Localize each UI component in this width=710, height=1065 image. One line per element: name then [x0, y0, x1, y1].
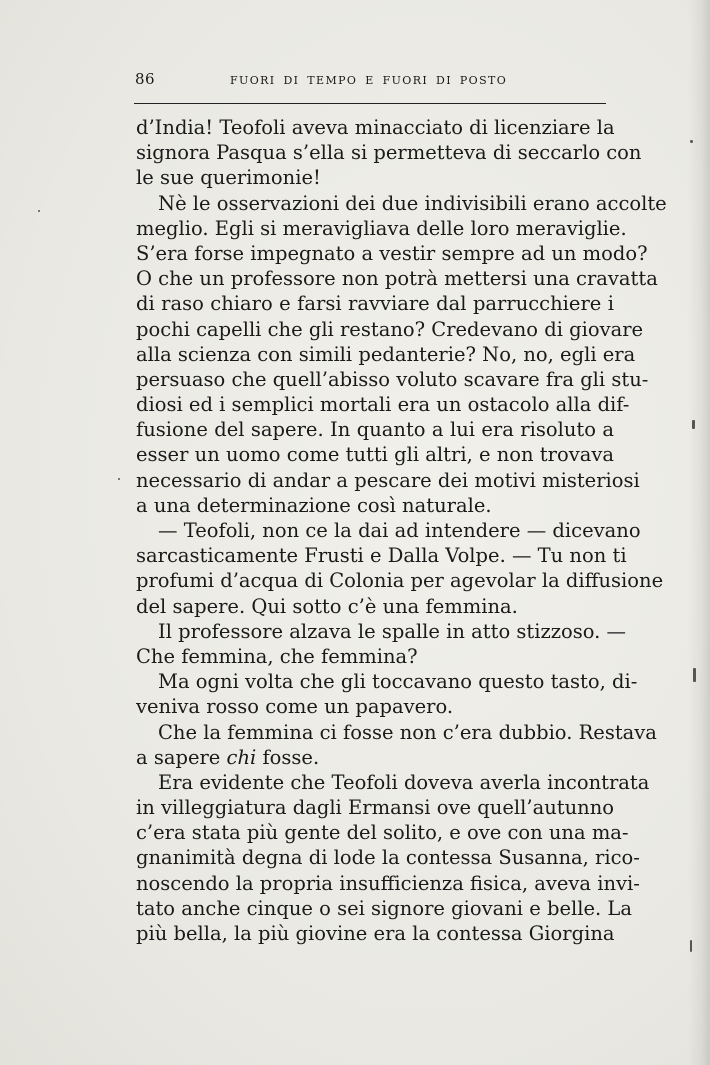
paper-speck: [692, 420, 695, 429]
page-edge-shadow: [688, 0, 710, 1065]
text-line: profumi d’acqua di Colonia per agevolar la diffusione: [136, 569, 664, 593]
text-line: a una determinazione così naturale.: [136, 493, 492, 517]
text-line: [136, 745, 614, 770]
body-text: [136, 115, 667, 946]
text-line: Nè le osservazioni dei due indivisibili erano accolte: [158, 191, 667, 215]
text-line: pochi capelli che gli restano? Credevano di giovare: [136, 317, 644, 341]
page-number: 86: [135, 70, 156, 88]
text-line: persuaso che quell’abisso voluto scavare fra gli stu-: [136, 367, 649, 391]
text-line: — Teofoli, non ce la dai ad intendere — dicevano: [158, 519, 641, 542]
text-line: del sapere. Qui sotto c’è una femmina.: [136, 594, 518, 618]
header-rule: [134, 103, 606, 104]
text-line: Il professore alzava le spalle in atto stizzoso. —: [158, 619, 627, 643]
paper-speck: [690, 940, 692, 952]
text-fragment: fosse.: [256, 745, 320, 769]
text-fragment: a sapere: [136, 745, 227, 769]
text-line: più bella, la più giovine era la contessa Giorgina: [136, 922, 615, 945]
text-line: c’era stata più gente del solito, e ove con una ma-: [136, 821, 629, 845]
text-line: S’era forse impegnato a vestir sempre ad un modo?: [136, 241, 648, 265]
paper-speck: [693, 668, 696, 682]
text-line: diosi ed i semplici mortali era un ostacolo alla dif-: [136, 393, 630, 417]
text-line: di raso chiaro e farsi ravviare dal parrucchiere i: [136, 292, 614, 316]
text-line: O che un professore non potrà mettersi una cravatta: [136, 267, 658, 291]
text-line: d’India! Teofoli aveva minacciato di licenziare la: [136, 116, 615, 139]
text-line: fusione del sapere. In quanto a lui era risoluto a: [136, 418, 614, 442]
text-line: noscendo la propria insufficienza fisica, aveva invi-: [136, 871, 640, 895]
paper-speck: [38, 210, 40, 212]
paper-speck: [118, 478, 120, 480]
text-line: le sue querimonie!: [136, 166, 321, 190]
running-header: FUORI DI TEMPO E FUORI DI POSTO: [230, 74, 508, 87]
text-line: Ma ogni volta che gli toccavano questo tasto, di-: [158, 670, 638, 694]
text-line: alla scienza con simili pedanterie? No, no, egli era: [136, 342, 636, 366]
text-line: Era evidente che Teofoli doveva averla incontrata: [158, 770, 650, 794]
text-line: gnanimità degna di lode la contessa Susanna, rico-: [136, 846, 640, 870]
paper-speck: [690, 140, 693, 143]
text-line: esser un uomo come tutti gli altri, e non trovava: [136, 443, 614, 467]
text-line: signora Pasqua s’ella si permetteva di seccarlo con: [136, 141, 642, 165]
emphasized-word: chi: [226, 745, 257, 769]
text-line: in villeggiatura dagli Ermansi ove quell’autunno: [136, 796, 614, 820]
text-line: sarcasticamente Frusti e Dalla Volpe. — Tu non ti: [136, 544, 627, 568]
text-line: Che la femmina ci fosse non c’era dubbio. Restava: [158, 720, 657, 744]
text-line: veniva rosso come un papavero.: [136, 695, 454, 719]
text-line: Che femmina, che femmina?: [136, 644, 418, 668]
text-line: meglio. Egli si meravigliava delle loro meraviglie.: [136, 216, 627, 240]
text-line: necessario di andar a pescare dei motivi misteriosi: [136, 468, 640, 492]
text-line: tato anche cinque o sei signore giovani e belle. La: [136, 896, 632, 920]
